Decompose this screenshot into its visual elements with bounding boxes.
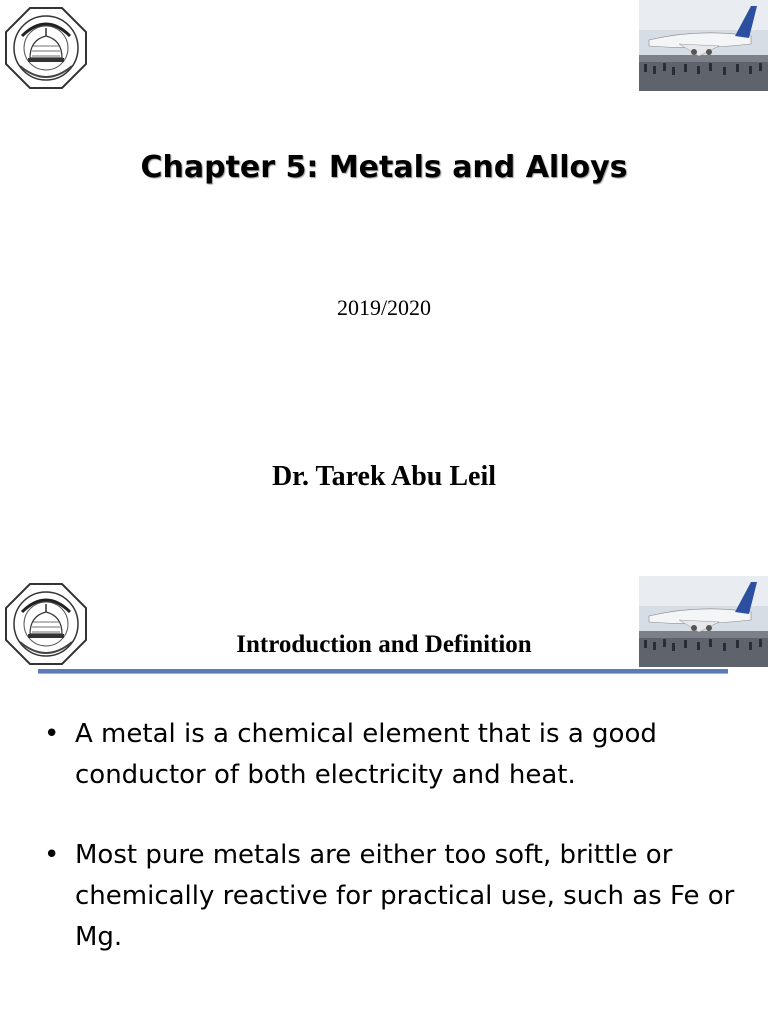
title-underline-divider [38, 669, 728, 674]
bullet-dot-icon: • [44, 840, 60, 870]
airplane-photo [639, 0, 768, 91]
author-name: Dr. Tarek Abu Leil [271, 461, 497, 492]
bullet-text: A metal is a chemical element that is a good conductor of both electricity and heat. [75, 719, 657, 790]
bullet-dot-icon: • [44, 719, 60, 749]
section-title: Introduction and Definition [236, 631, 532, 658]
chapter-title: Chapter 5: Metals and Alloys [140, 150, 628, 185]
bullet-item [44, 714, 744, 796]
bullet-text: Most pure metals are either too soft, brittle or chemically reactive for practical use, such as Fe or Mg. [75, 840, 735, 952]
bullet-list [44, 714, 744, 997]
bullet-item [44, 835, 744, 958]
university-seal-icon [4, 6, 88, 90]
content-slide [0, 576, 768, 1024]
academic-year: 2019/2020 [336, 295, 432, 320]
